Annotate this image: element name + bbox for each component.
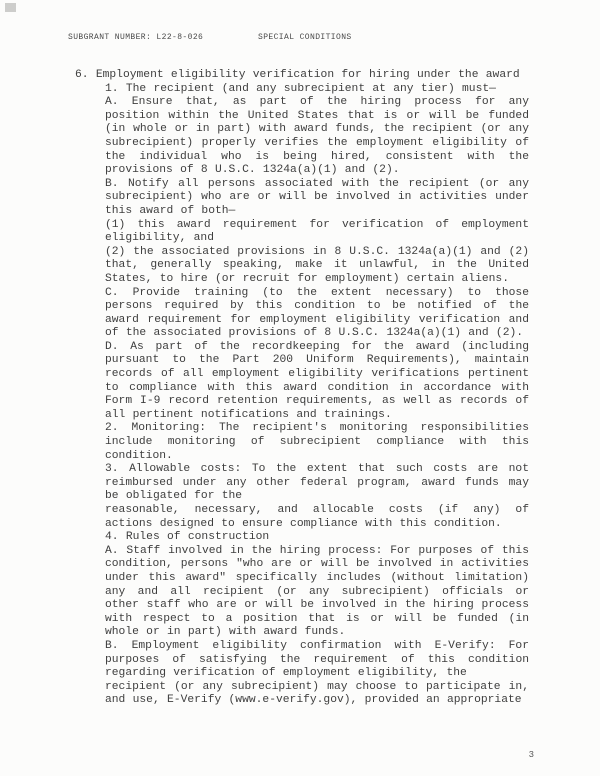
doc-paragraph-item-4b: B. Employment eligibility confirmation with E-Verify: For purposes of satisfying the requirement of this condition regarding verification of employment eligibility, the <box>105 639 529 680</box>
document-body <box>75 69 529 708</box>
doc-paragraph-item-3-cont: reasonable, necessary, and allocable costs (if any) of actions designed to ensure compliance with this condition. <box>105 504 529 530</box>
doc-paragraph-item-4a: A. Staff involved in the hiring process: For purposes of this condition, persons "who are or will be involved in activities under this award" specifically includes (without limitation) any and all recipient (or any subrecipient) officials or other staff who are or will be involved in the hiring process with respect to a position that is or will be funded (in whole or in part) with award funds. <box>105 544 529 639</box>
doc-paragraph-item-1a: A. Ensure that, as part of the hiring process for any position within the United States that is or will be funded (in whole or in part) with award funds, the recipient (or any subrecipient) properly verifies the employment eligibility of the individual who is being hired, consistent with the provisions of 8 U.S.C. 1324a(a)(1) and (2). <box>105 96 529 177</box>
doc-paragraph-item-1b2: (2) the associated provisions in 8 U.S.C. 1324a(a)(1) and (2) that, generally speaking, make it unlawful, in the United States, to hire (or recruit for employment) certain aliens. <box>105 245 529 285</box>
doc-paragraph-item-3: 3. Allowable costs: To the extent that such costs are not reimbursed under any other federal program, award funds may be obligated for the <box>105 463 529 503</box>
doc-paragraph-section-6: 6. Employment eligibility verification for hiring under the award <box>75 69 520 81</box>
doc-paragraph-item-1d: D. As part of the recordkeeping for the award (including pursuant to the Part 200 Uniform Requirements), maintain records of all employment eligibility verifications pertinent to compliance with this award condition in accordance with Form I-9 record retention requirements, as well as records of all pertinent notifications and trainings. <box>105 340 529 421</box>
scan-artifact <box>5 3 16 12</box>
doc-paragraph-item-1c: C. Provide training (to the extent necessary) to those persons required by this condition to be notified of the award requirement for employment eligibility verification and of the associated provisions of 8 U.S.C. 1324a(a)(1) and (2). <box>105 286 529 340</box>
doc-paragraph-item-1: 1. The recipient (and any subrecipient at any tier) must— <box>105 82 496 95</box>
doc-paragraph-item-1b: B. Notify all persons associated with the recipient (or any subrecipient) who are or will be involved in activities under this award of both— <box>105 177 529 217</box>
subgrant-number: SUBGRANT NUMBER: L22-8-026 <box>68 33 204 42</box>
doc-paragraph-item-4: 4. Rules of construction <box>105 531 270 544</box>
document-title: SPECIAL CONDITIONS <box>258 33 352 42</box>
page-number: 3 <box>528 750 534 760</box>
doc-paragraph-item-1b1: (1) this award requirement for verification of employment eligibility, and <box>105 218 529 245</box>
doc-paragraph-item-2: 2. Monitoring: The recipient's monitoring responsibilities include monitoring of subrecipient compliance with this condition. <box>105 422 529 462</box>
doc-paragraph-item-4b-cont: recipient (or any subrecipient) may choose to participate in, and use, E-Verify (www.e-verify.gov), provided an appropriate <box>105 680 529 707</box>
